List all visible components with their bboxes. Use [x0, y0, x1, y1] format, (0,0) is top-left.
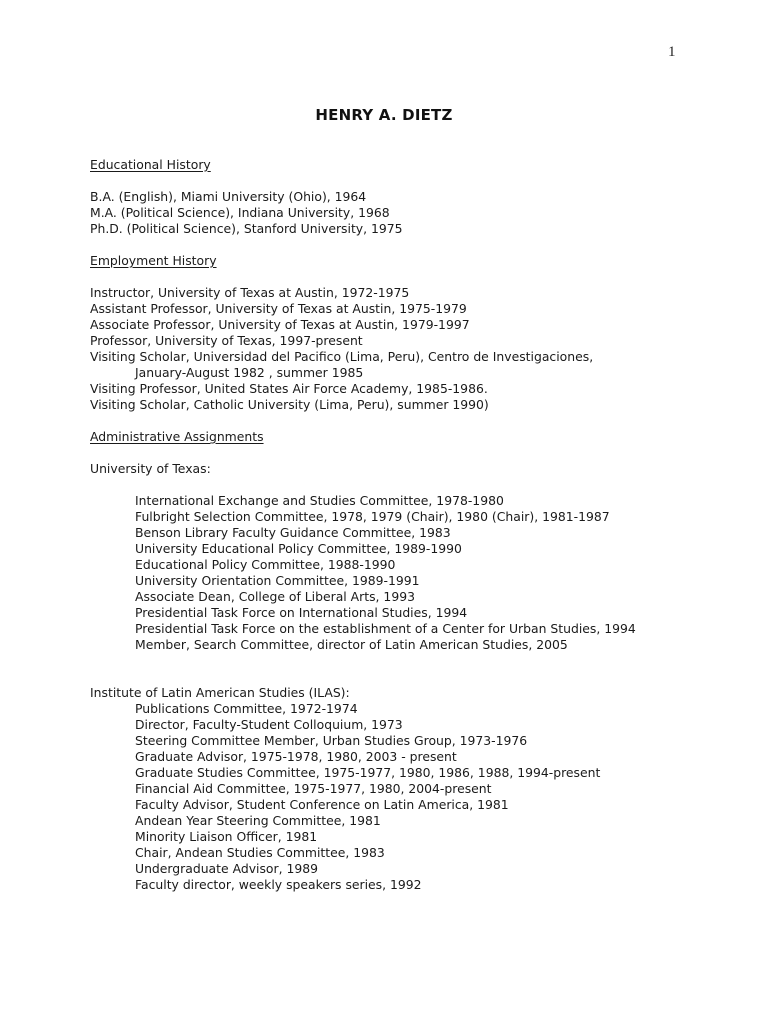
list-item: Financial Aid Committee, 1975-1977, 1980, 2004-present	[135, 781, 492, 796]
list-item: Assistant Professor, University of Texas at Austin, 1975-1979	[90, 301, 467, 316]
education-list	[90, 189, 728, 237]
list-item: University Orientation Committee, 1989-1991	[135, 573, 420, 588]
cv-body	[90, 157, 728, 893]
education-heading: Educational History	[90, 157, 211, 172]
page-number: 1	[668, 44, 676, 60]
list-item: Presidential Task Force on International Studies, 1994	[135, 605, 468, 620]
list-item: Instructor, University of Texas at Austin, 1972-1975	[90, 285, 410, 300]
ilas-assignments-list	[90, 701, 728, 893]
list-item: Professor, University of Texas, 1997-present	[90, 333, 363, 348]
list-item: Fulbright Selection Committee, 1978, 1979 (Chair), 1980 (Chair), 1981-1987	[135, 509, 610, 524]
employment-list	[90, 285, 728, 413]
list-item: Ph.D. (Political Science), Stanford University, 1975	[90, 221, 403, 236]
ut-label: University of Texas:	[90, 461, 211, 476]
list-item: Undergraduate Advisor, 1989	[135, 861, 319, 876]
list-item: Benson Library Faculty Guidance Committee, 1983	[135, 525, 451, 540]
list-item: M.A. (Political Science), Indiana University, 1968	[90, 205, 390, 220]
list-item: International Exchange and Studies Committee, 1978-1980	[135, 493, 504, 508]
list-item: Minority Liaison Officer, 1981	[135, 829, 318, 844]
list-item: Faculty director, weekly speakers series, 1992	[135, 877, 422, 892]
document-title: HENRY A. DIETZ	[315, 106, 453, 124]
list-item: Publications Committee, 1972-1974	[135, 701, 358, 716]
list-item: Faculty Advisor, Student Conference on Latin America, 1981	[135, 797, 509, 812]
list-item: Steering Committee Member, Urban Studies Group, 1973-1976	[135, 733, 528, 748]
list-item: Director, Faculty-Student Colloquium, 1973	[135, 717, 403, 732]
list-item: Associate Professor, University of Texas at Austin, 1979-1997	[90, 317, 470, 332]
ut-assignments-list	[90, 493, 728, 653]
list-item: Andean Year Steering Committee, 1981	[135, 813, 381, 828]
employment-heading: Employment History	[90, 253, 217, 268]
list-item: Member, Search Committee, director of Latin American Studies, 2005	[135, 637, 568, 652]
list-item: Graduate Advisor, 1975-1978, 1980, 2003 - present	[135, 749, 457, 764]
list-item: Visiting Scholar, Catholic University (Lima, Peru), summer 1990)	[90, 397, 489, 412]
list-item: University Educational Policy Committee, 1989-1990	[135, 541, 462, 556]
ilas-label: Institute of Latin American Studies (ILAS):	[90, 685, 350, 700]
list-item-continuation: January-August 1982 , summer 1985	[135, 365, 364, 380]
list-item: Educational Policy Committee, 1988-1990	[135, 557, 396, 572]
list-item: Chair, Andean Studies Committee, 1983	[135, 845, 385, 860]
list-item: Visiting Professor, United States Air Force Academy, 1985-1986.	[90, 381, 488, 396]
list-item: Associate Dean, College of Liberal Arts, 1993	[135, 589, 415, 604]
list-item: Visiting Scholar, Universidad del Pacifico (Lima, Peru), Centro de Investigaciones,	[90, 349, 594, 364]
list-item: B.A. (English), Miami University (Ohio), 1964	[90, 189, 367, 204]
list-item: Graduate Studies Committee, 1975-1977, 1980, 1986, 1988, 1994-present	[135, 765, 601, 780]
list-item: Presidential Task Force on the establishment of a Center for Urban Studies, 1994	[135, 621, 636, 636]
administrative-heading: Administrative Assignments	[90, 429, 264, 444]
